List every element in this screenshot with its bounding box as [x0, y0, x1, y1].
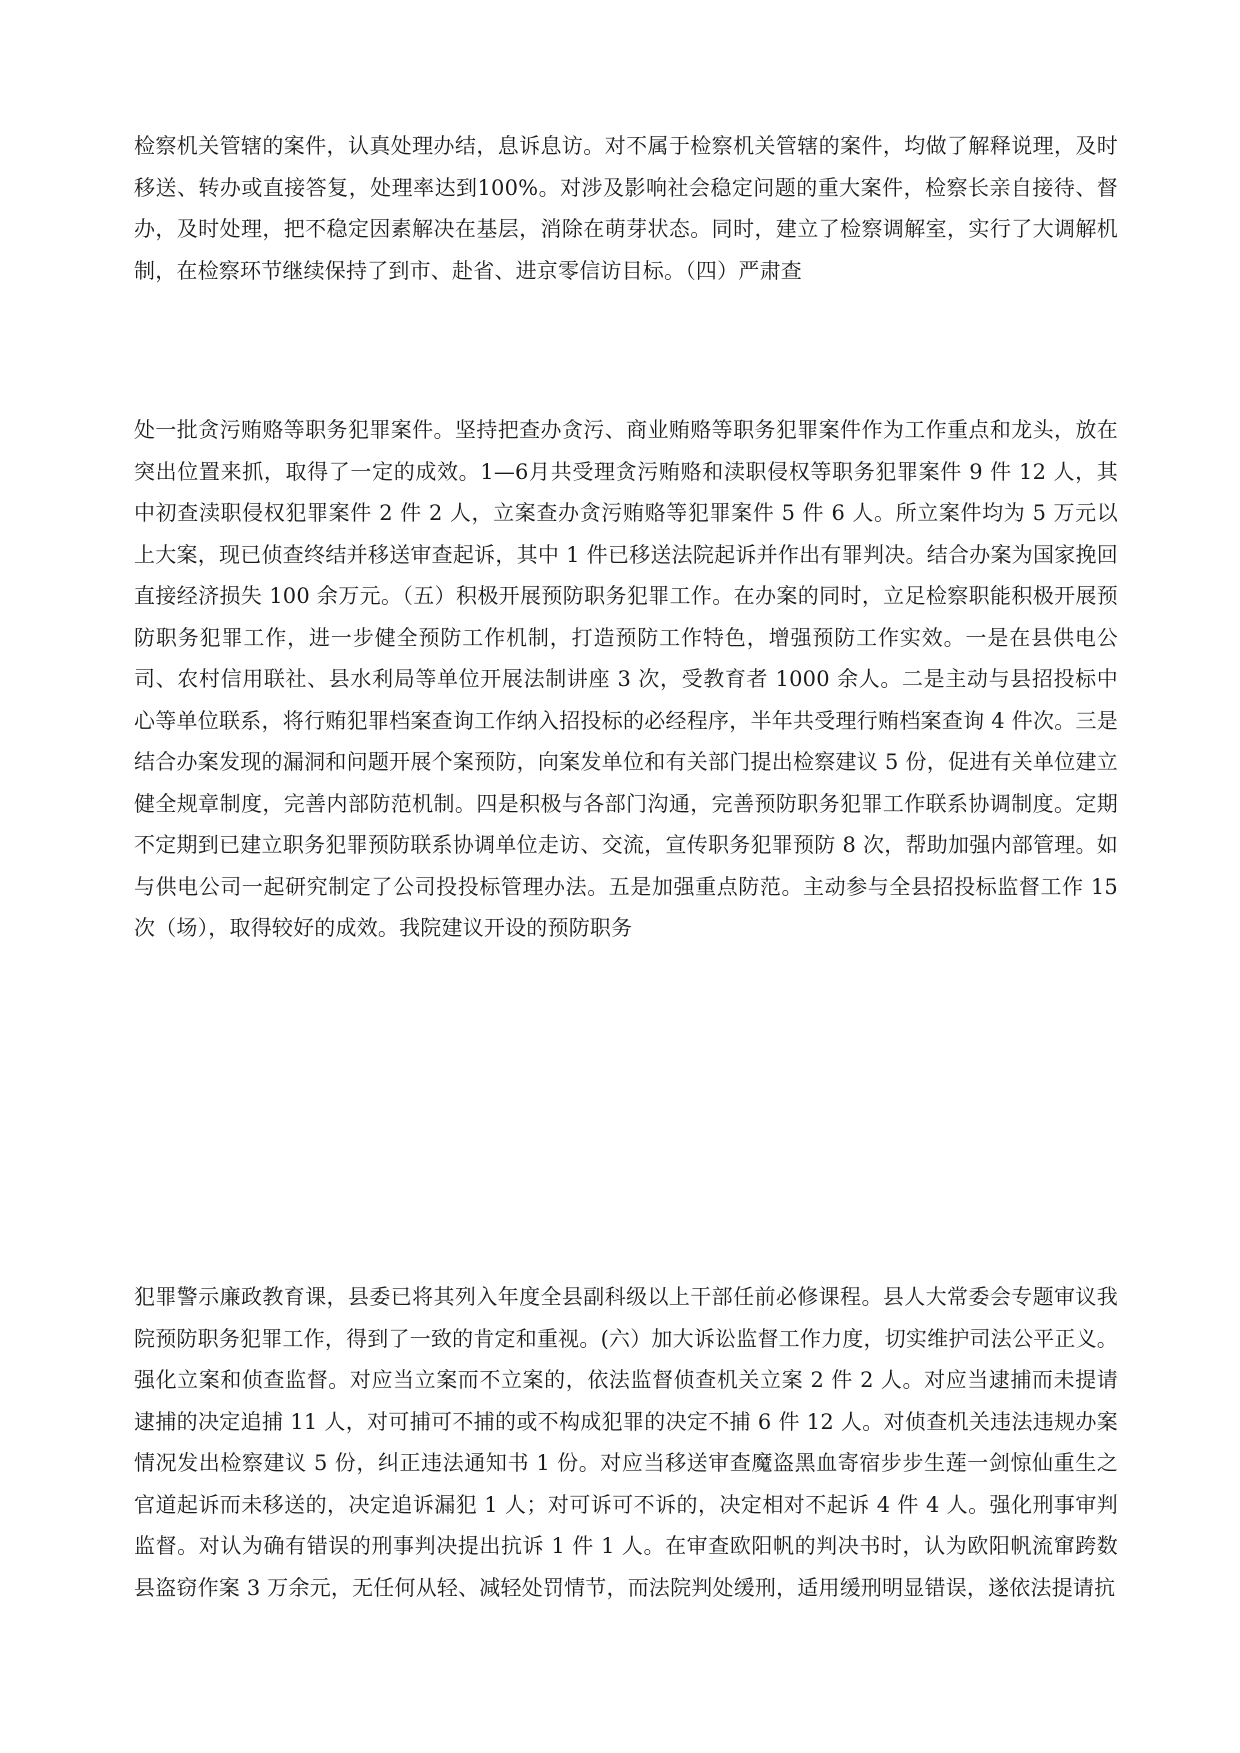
- body-paragraph-1: 检察机关管辖的案件，认真处理办结，息诉息访。对不属于检察机关管辖的案件，均做了解释说理，及时移送、转办或直接答复，处理率达到100%。对涉及影响社会稳定问题的重大案件，检察长亲自接待、督办，及时处理，把不稳定因素解决在基层，消除在萌芽状态。同时，建立了检察调解室，实行了大调解机制，在检察环节继续保持了到市、赴省、进京零信访目标。（四）严肃查: [134, 134, 1118, 283]
- body-paragraph-3: 犯罪警示廉政教育课，县委已将其列入年度全县副科级以上干部任前必修课程。县人大常委会专题审议我院预防职务犯罪工作，得到了一致的肯定和重视。(六）加大诉讼监督工作力度，切实维护司法公平正义。强化立案和侦查监督。对应当立案而不立案的，依法监督侦查机关立案 2 件 2 人。对应当逮捕而未提请逮捕的决定追捕 11 人，对可捕可不捕的或不构成犯罪的决定不捕 6 件 12 人。对侦查机关违法违规办案情况发出检察建议 5 份，纠正违法通知书 1 份。对应当移送审查魔盗黑血寄宿步步生莲一剑惊仙重生之官道起诉而未移送的，决定追诉漏犯 1 人；对可诉可不诉的，决定相对不起诉 4 件 4 人。强化刑事审判监督。对认为确有错误的刑事判决提出抗诉 1 件 1 人。在审查欧阳帆的判决书时，认为欧阳帆流窜跨数县盗窃作案 3 万余元，无任何从轻、减轻处罚情节，而法院判处缓刑，适用缓刑明显错误，遂依法提请抗: [134, 1285, 1119, 1600]
- body-paragraph-2: 处一批贪污贿赂等职务犯罪案件。坚持把查办贪污、商业贿赂等职务犯罪案件作为工作重点和龙头，放在突出位置来抓，取得了一定的成效。1—6月共受理贪污贿赂和渎职侵权等职务犯罪案件 9 件 12 人，其中初查渎职侵权犯罪案件 2 件 2 人，立案查办贪污贿赂等犯罪案件 5 件 6 人。所立案件均为 5 万元以上大案，现已侦查终结并移送审查起诉，其中 1 件已移送法院起诉并作出有罪判决。结合办案为国家挽回直接经济损失 100 余万元。（五）积极开展预防职务犯罪工作。在办案的同时，立足检察职能积极开展预防职务犯罪工作，进一步健全预防工作机制，打造预防工作特色，增强预防工作实效。一是在县供电公司、农村信用联社、县水利局等单位开展法制讲座 3 次，受教育者 1000 余人。二是主动与县招投标中心等单位联系，将行贿犯罪档案查询工作纳入招投标的必经程序，半年共受理行贿档案查询 4 件次。三是结合办案发现的漏洞和问题开展个案预防，向案发单位和有关部门提出检察建议 5 份，促进有关单位建立健全规章制度，完善内部防范机制。四是积极与各部门沟通，完善预防职务犯罪工作联系协调制度。定期不定期到已建立职务犯罪预防联系协调单位走访、交流，宣传职务犯罪预防 8 次，帮助加强内部管理。如与供电公司一起研究制定了公司投投标管理办法。五是加强重点防范。主动参与全县招投标监督工作 15 次（场），取得较好的成效。我院建议开设的预防职务: [134, 418, 1118, 940]
